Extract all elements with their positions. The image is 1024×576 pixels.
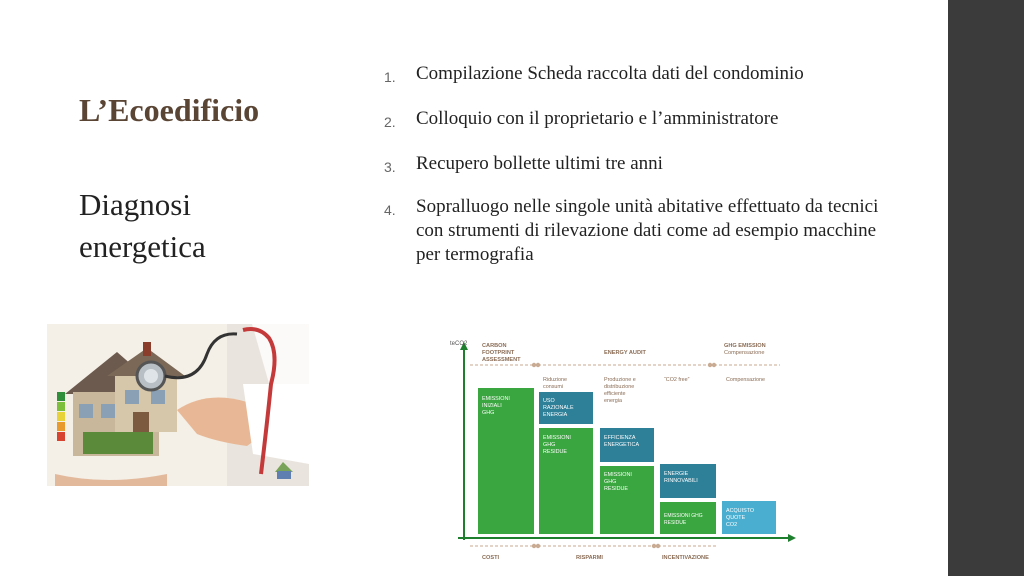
- right-side-band: [948, 0, 1024, 576]
- box-text: CO2: [726, 522, 738, 528]
- box-text: EMISSIONI: [604, 472, 632, 478]
- list-number: 1.: [384, 69, 396, 85]
- carbon-reduction-diagram: [440, 336, 800, 564]
- box-text: ENERGETICA: [604, 442, 640, 448]
- list-text: Compilazione Scheda raccolta dati del condominio: [416, 63, 804, 84]
- header-mid: ENERGY AUDIT: [604, 350, 646, 356]
- box-text: GHG: [604, 479, 617, 485]
- box-text: USO: [543, 398, 555, 404]
- list-item: [384, 62, 904, 89]
- box-text: RAZIONALE: [543, 405, 574, 411]
- box-text: EMISSIONI GHG: [664, 513, 703, 519]
- header-left-line: CARBON: [482, 343, 507, 349]
- list-number: 2.: [384, 114, 396, 130]
- box-text: EMISSIONI: [543, 435, 571, 441]
- footer-label: RISPARMI: [576, 555, 603, 561]
- subtitle-line-2: energetica: [79, 229, 206, 264]
- column-label: energia: [604, 398, 622, 404]
- footer-label: COSTI: [482, 555, 500, 561]
- header-left-line: FOOTPRINT: [482, 350, 515, 356]
- list-item: [384, 107, 904, 134]
- house-stethoscope-illustration: [47, 324, 309, 486]
- box-text: RESIDUE: [543, 449, 567, 455]
- box-text: EMISSIONI: [482, 396, 510, 402]
- box-text: RESIDUE: [604, 486, 628, 492]
- header-left-line: ASSESSMENT: [482, 357, 521, 363]
- box-text: ENERGIA: [543, 412, 568, 418]
- column-label: Riduzione: [543, 377, 567, 383]
- box-text: ENERGIE: [664, 471, 689, 477]
- list-item: [384, 195, 904, 267]
- footer-label: INCENTIVAZIONE: [662, 555, 709, 561]
- column-label: distribuzione: [604, 384, 635, 390]
- box-text: ACQUISTO: [726, 508, 755, 514]
- box-text: INIZIALI: [482, 403, 502, 409]
- box-text: GHG: [543, 442, 556, 448]
- list-number: 3.: [384, 159, 396, 175]
- column-label: efficiente: [604, 391, 626, 397]
- list-number: 4.: [384, 202, 396, 218]
- column-label: consumi: [543, 384, 564, 390]
- box-text: RESIDUE: [664, 520, 687, 526]
- house-stethoscope-photo: [47, 324, 309, 486]
- list-text: Colloquio con il proprietario e l’amministratore: [416, 108, 779, 129]
- header-right-line: GHG EMISSION: [724, 343, 766, 349]
- box-text: RINNOVABILI: [664, 478, 698, 484]
- box-text: EFFICIENZA: [604, 435, 636, 441]
- box-text: GHG: [482, 410, 495, 416]
- column-label: Produzione e: [604, 377, 636, 383]
- slide-title: L’Ecoedificio: [79, 92, 260, 128]
- list-text: Sopralluogo nelle singole unità abitative effettuato da tecnici con strumenti di rilevazione dati come ad esempio macchine per termografia: [416, 196, 879, 265]
- list-item: [384, 152, 904, 179]
- x-axis-arrow-icon: [788, 534, 796, 542]
- subtitle-line-1: Diagnosi: [79, 187, 191, 222]
- column-label: Compensazione: [726, 377, 765, 383]
- column-label: “CO2 free”: [664, 377, 690, 383]
- list-text: Recupero bollette ultimi tre anni: [416, 153, 663, 174]
- slide-subtitle: [79, 184, 319, 268]
- y-axis-label: teCO2: [450, 341, 468, 347]
- header-right-line: Compensazione: [724, 350, 765, 356]
- procedure-list: [384, 62, 904, 285]
- box-text: QUOTE: [726, 515, 746, 521]
